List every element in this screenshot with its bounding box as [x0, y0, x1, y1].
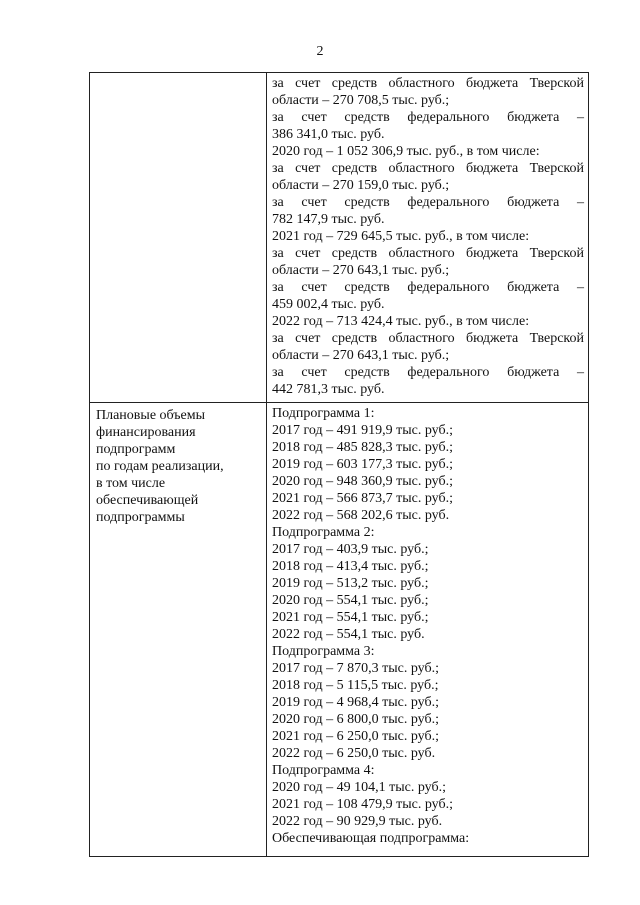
text-line: 2021 год – 566 873,7 тыс. руб.; [272, 491, 453, 506]
text-line: 2017 год – 491 919,9 тыс. руб.; [272, 423, 453, 438]
row-label-line: подпрограммы [96, 510, 185, 525]
text-line: 2018 год – 485 828,3 тыс. руб.; [272, 440, 453, 455]
text-line: Подпрограмма 4: [272, 763, 375, 778]
row-label-line: в том числе [96, 476, 166, 491]
text-line: 2022 год – 90 929,9 тыс. руб. [272, 814, 443, 829]
row-label-line: Плановые объемы [96, 408, 206, 423]
text-line: области – 270 643,1 тыс. руб.; [272, 263, 450, 278]
text-line: 2020 год – 1 052 306,9 тыс. руб., в том числе: [272, 144, 540, 159]
text-line: 2020 год – 6 800,0 тыс. руб.; [272, 712, 439, 727]
row1-label-cell [90, 73, 267, 403]
text-line: 2019 год – 603 177,3 тыс. руб.; [272, 457, 453, 472]
row1-content-cell [267, 73, 589, 403]
table-row-funding-sources [90, 73, 589, 403]
text-line: 2020 год – 554,1 тыс. руб.; [272, 593, 429, 608]
text-line: 2021 год – 554,1 тыс. руб.; [272, 610, 429, 625]
text-line: Подпрограмма 3: [272, 644, 375, 659]
text-line: за счет средств областного бюджета Тверской [272, 76, 584, 91]
text-line: 2021 год – 108 479,9 тыс. руб.; [272, 797, 453, 812]
text-line: 2022 год – 554,1 тыс. руб. [272, 627, 425, 642]
text-line: 2017 год – 7 870,3 тыс. руб.; [272, 661, 439, 676]
table-row-planned-volumes [90, 403, 589, 857]
row-label-line: по годам реализации, [96, 459, 224, 474]
row-label-line: подпрограмм [96, 442, 176, 457]
text-line: области – 270 708,5 тыс. руб.; [272, 93, 450, 108]
text-line: 2022 год – 6 250,0 тыс. руб. [272, 746, 436, 761]
text-line: Подпрограмма 1: [272, 406, 375, 421]
text-line: 2018 год – 5 115,5 тыс. руб.; [272, 678, 439, 693]
page-number: 2 [316, 44, 324, 59]
row2-label-cell [90, 403, 267, 857]
text-line: области – 270 159,0 тыс. руб.; [272, 178, 450, 193]
text-line: за счет средств областного бюджета Тверской [272, 331, 584, 346]
text-line: 782 147,9 тыс. руб. [272, 212, 385, 227]
passport-table [89, 72, 589, 857]
row-label-line: обеспечивающей [96, 493, 199, 508]
text-line: 2019 год – 513,2 тыс. руб.; [272, 576, 429, 591]
text-line: 2022 год – 568 202,6 тыс. руб. [272, 508, 450, 523]
text-line: 459 002,4 тыс. руб. [272, 297, 385, 312]
text-line: 386 341,0 тыс. руб. [272, 127, 385, 142]
text-line: 2021 год – 729 645,5 тыс. руб., в том числе: [272, 229, 530, 244]
text-line: 2021 год – 6 250,0 тыс. руб.; [272, 729, 439, 744]
text-line: 2017 год – 403,9 тыс. руб.; [272, 542, 429, 557]
text-line: за счет средств федерального бюджета – [272, 280, 584, 295]
text-line: за счет средств областного бюджета Тверской [272, 246, 584, 261]
text-line: за счет средств федерального бюджета – [272, 110, 584, 125]
text-line: за счет средств федерального бюджета – [272, 365, 584, 380]
text-line: Обеспечивающая подпрограмма: [272, 831, 470, 846]
text-line: области – 270 643,1 тыс. руб.; [272, 348, 450, 363]
text-line: 2022 год – 713 424,4 тыс. руб., в том числе: [272, 314, 530, 329]
text-line: за счет средств областного бюджета Тверской [272, 161, 584, 176]
text-line: 2018 год – 413,4 тыс. руб.; [272, 559, 429, 574]
text-line: 2020 год – 948 360,9 тыс. руб.; [272, 474, 453, 489]
text-line: 2020 год – 49 104,1 тыс. руб.; [272, 780, 446, 795]
text-line: за счет средств федерального бюджета – [272, 195, 584, 210]
text-line: 2019 год – 4 968,4 тыс. руб.; [272, 695, 439, 710]
text-line: Подпрограмма 2: [272, 525, 375, 540]
text-line: 442 781,3 тыс. руб. [272, 382, 385, 397]
row-label-line: финансирования [96, 425, 196, 440]
row2-content-cell [267, 403, 589, 857]
